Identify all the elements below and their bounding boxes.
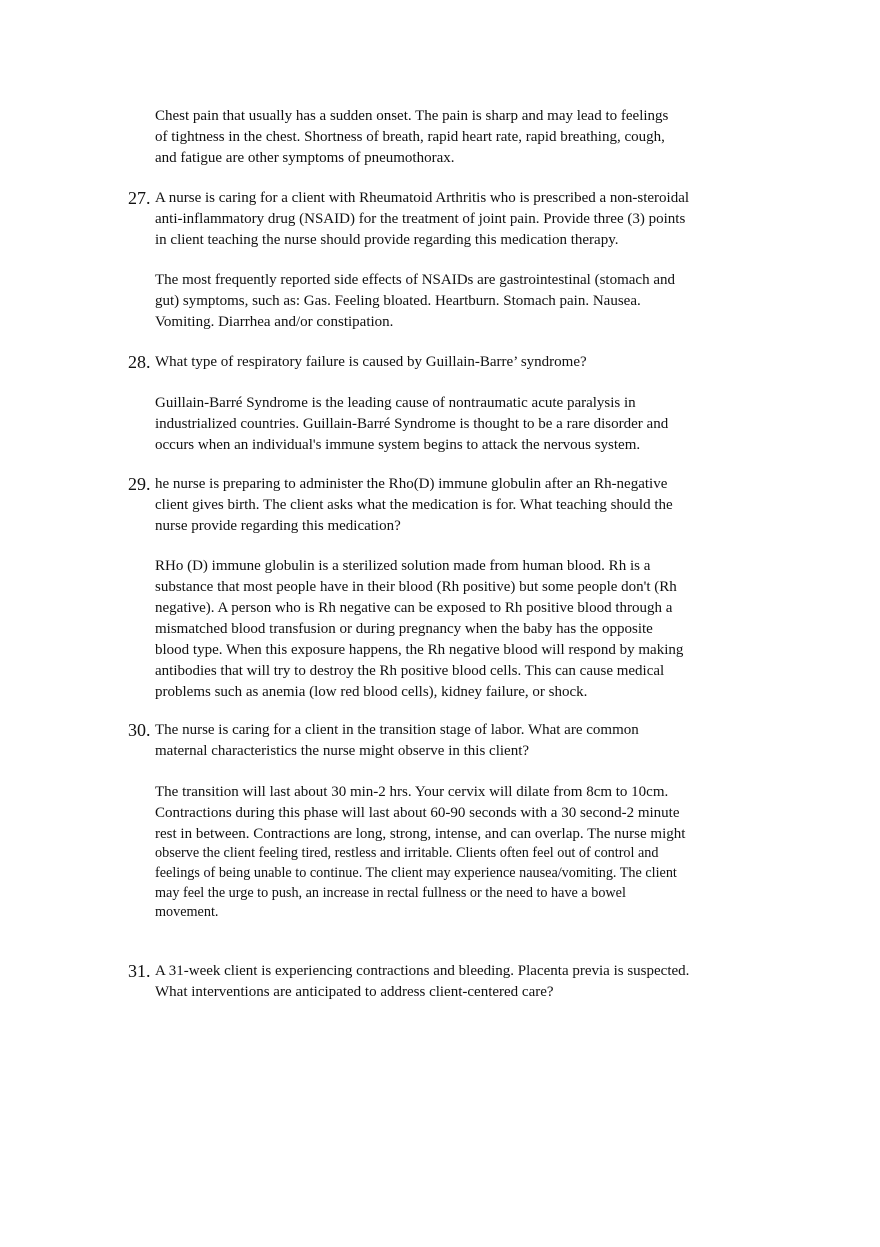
question-number-28: 28. [128, 352, 151, 372]
answer-30-text-part1: The transition will last about 30 min-2 hrs. Your cervix will dilate from 8cm to 10cm. Contractions during this phase will last about 60-90 seconds with a 30 second-2 minute rest in between. Contractions are long, strong, intense, and can overlap. The nurse might [155, 784, 686, 842]
answer-27-text: The most frequently reported side effects of NSAIDs are gastrointestinal (stomach and gut) symptoms, such as: Gas. Feeling bloated. Heartburn. Stomach pain. Nausea. Vomiting. Diarrhea and/or constipation. [155, 272, 675, 330]
question-31-text: A 31-week client is experiencing contractions and bleeding. Placenta previa is suspected. What interventions are anticipated to address client-centered care? [155, 963, 690, 1000]
question-28-text: What type of respiratory failure is caused by Guillain-Barre’ syndrome? [155, 354, 587, 370]
question-number-27: 27. [128, 188, 151, 208]
answer-28-text: Guillain-Barré Syndrome is the leading cause of nontraumatic acute paralysis in industrialized countries. Guillain-Barré Syndrome is thought to be a rare disorder and occurs when an individual's immune system begins to attack the nervous system. [155, 395, 669, 453]
pneumothorax-answer: Chest pain that usually has a sudden onset. The pain is sharp and may lead to feelings of tightness in the chest. Shortness of breath, rapid heart rate, rapid breathing, cough, and fatigue are other symptoms of pneumothorax. [155, 108, 669, 166]
question-number-30: 30. [128, 720, 151, 740]
answer-29-text: RHo (D) immune globulin is a sterilized solution made from human blood. Rh is a substance that most people have in their blood (Rh positive) but some people don't (Rh negative). A person who is Rh negative can be exposed to Rh positive blood through a mismatched blood transfusion or during pregnancy when the baby has the opposite blood type. When this exposure happens, the Rh negative blood will respond by making antibodies that will try to destroy the Rh positive blood cells. This can cause medical problems such as anemia (low red blood cells), kidney failure, or shock. [155, 558, 684, 700]
question-30-text: The nurse is caring for a client in the transition stage of labor. What are common maternal characteristics the nurse might observe in this client? [155, 722, 639, 759]
question-27-text: A nurse is caring for a client with Rheumatoid Arthritis who is prescribed a non-steroidal anti-inflammatory drug (NSAID) for the treatment of joint pain. Provide three (3) points in client teaching the nurse should provide regarding this medication therapy. [155, 190, 690, 248]
question-29-text: he nurse is preparing to administer the Rho(D) immune globulin after an Rh-negative client gives birth. The client asks what the medication is for. What teaching should the nurse provide regarding this medication? [155, 476, 673, 534]
question-number-29: 29. [128, 474, 151, 494]
question-number-31: 31. [128, 961, 151, 981]
answer-30-text-part2: observe the client feeling tired, restless and irritable. Clients often feel out of control and feelings of being unable to continue. The client may experience nausea/vomiting. The client may feel the urge to push, an increase in rectal fullness or the need to have a bowel movement. [155, 845, 677, 921]
